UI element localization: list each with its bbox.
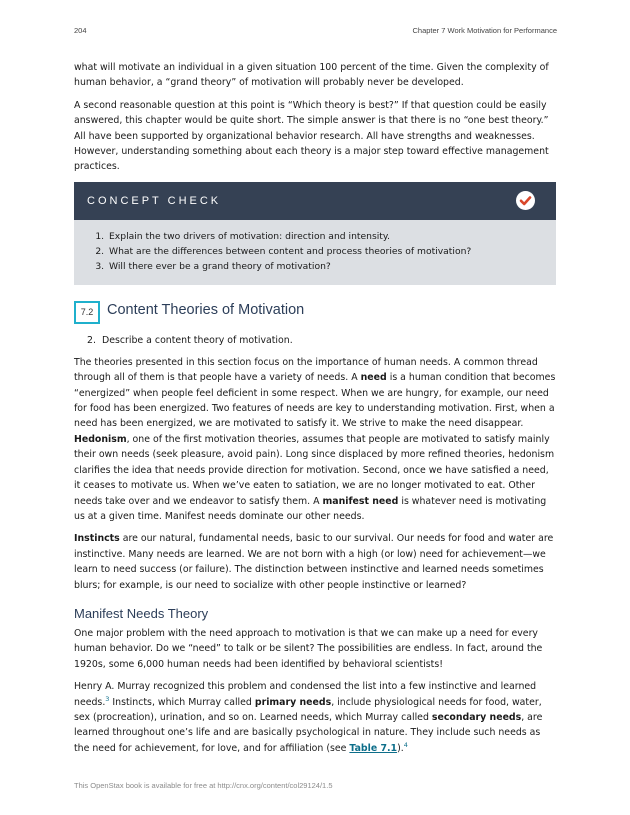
table-link[interactable]: Table 7.1 — [349, 742, 398, 754]
concept-check-list — [74, 220, 556, 285]
section-heading — [74, 301, 556, 327]
footnote-ref[interactable]: 3 — [105, 694, 110, 703]
paragraph: One major problem with the need approach to motivation is that we can make up a need for every human behavior. Do we “need” to talk or be silent? The possibilities are endless. In fact, around the 1920s, some 6,000 human needs had been identified by behavioral scientists! — [74, 627, 543, 670]
paragraph: what will motivate an individual in a given situation 100 percent of the time. Given the complexity of human behavior, a “grand theory” of motivation will probably never be developed. — [74, 62, 549, 89]
paragraph: A second reasonable question at this point is “Which theory is best?” If that question could be easily answered, this chapter would be quite short. The simple answer is that there is no “one best theory.” All have been supported by organizational behavior research. All have strengths and weaknesses. However, understanding something about each theory is a major step toward effective management practices. — [74, 99, 549, 173]
paragraph — [74, 679, 556, 756]
page-footer: This OpenStax book is available for free at http://cnx.org/content/col29124/1.5 — [74, 781, 333, 790]
text-run: , are learned throughout one’s life and are basically psychological in nature. They include such needs as the need for achievement, for love, and for affiliation (see — [74, 711, 543, 754]
paragraph — [74, 531, 556, 593]
key-term: secondary needs — [431, 711, 522, 723]
text-run: Instincts, which Murray called — [109, 696, 255, 708]
text-run: is whatever need is motivating us at a given time. Manifest needs dominate our other needs. — [74, 495, 547, 522]
key-term: manifest need — [322, 495, 399, 507]
text-run: is a human condition that becomes “energized” when people feel deficient in some respect. When we are hungry, for example, our need for food has been energized. Two features of needs are key to understanding motivation. First, when a need has been energized, we are motivated to satisfy it. We strive to make the need disappear. — [74, 372, 556, 430]
text-run: ). — [397, 742, 404, 754]
page-header — [74, 26, 557, 35]
concept-check-box — [74, 182, 556, 285]
concept-check-header — [74, 182, 556, 220]
key-term: primary needs — [254, 696, 332, 708]
learning-objective-number: 2. — [87, 334, 96, 346]
footnote-ref[interactable]: 4 — [403, 740, 408, 749]
section-number: 7.2 — [74, 301, 100, 324]
subsection-title: Manifest Needs Theory — [74, 605, 209, 621]
text-run: , include physiological needs for food, water, sex (procreation), urination, and so on. Learned needs, which Murray called — [74, 696, 542, 723]
check-circle-icon — [516, 191, 535, 210]
learning-objective-text: Describe a content theory of motivation. — [102, 334, 293, 346]
concept-check-title: CONCEPT CHECK — [87, 194, 222, 207]
text-run: are our natural, fundamental needs, basic to our survival. Our needs for food and water are instinctive. Many needs are learned. We are not born with a high (or low) need for achievement—we learn to need success (or failure). The distinction between instinctive and learned needs sometimes blurs; for example, is our need to socialize with other people instinctive or learned? — [74, 533, 554, 591]
text-run: The theories presented in this section focus on the importance of human needs. A common thread through all of them is that people have a variety of needs. A — [74, 356, 538, 384]
section-title: Content Theories of Motivation — [107, 301, 305, 318]
learning-objective — [74, 333, 556, 348]
paragraph — [74, 355, 556, 524]
text-run: , one of the first motivation theories, assumes that people are motivated to satisfy mainly their own needs (seek pleasure, avoid pain). Long since displaced by more refined theories, hedonism clarifies the idea that needs provide direction for motivation. Second, once we have satisfied a need, it ceases to motivate us. When we’ve eaten to satiation, we are no longer motivated to eat. Other needs take over and we endeavor to satisfy them. A — [74, 433, 555, 507]
key-term: Hedonism — [74, 433, 127, 445]
page-number: 204 — [74, 26, 87, 35]
concept-check-item: 3. Will there ever be a grand theory of motivation? — [107, 259, 556, 274]
running-head: Chapter 7 Work Motivation for Performance — [412, 26, 557, 35]
key-term: need — [360, 372, 387, 384]
concept-check-item: 2. What are the differences between content and process theories of motivation? — [107, 244, 556, 259]
page-content — [74, 60, 556, 763]
text-run: Henry A. Murray recognized this problem and condensed the list into a few instinctive and learned needs. — [74, 681, 537, 708]
key-term: Instincts — [74, 533, 120, 545]
concept-check-item: 1. Explain the two drivers of motivation: direction and intensity. — [107, 229, 556, 244]
